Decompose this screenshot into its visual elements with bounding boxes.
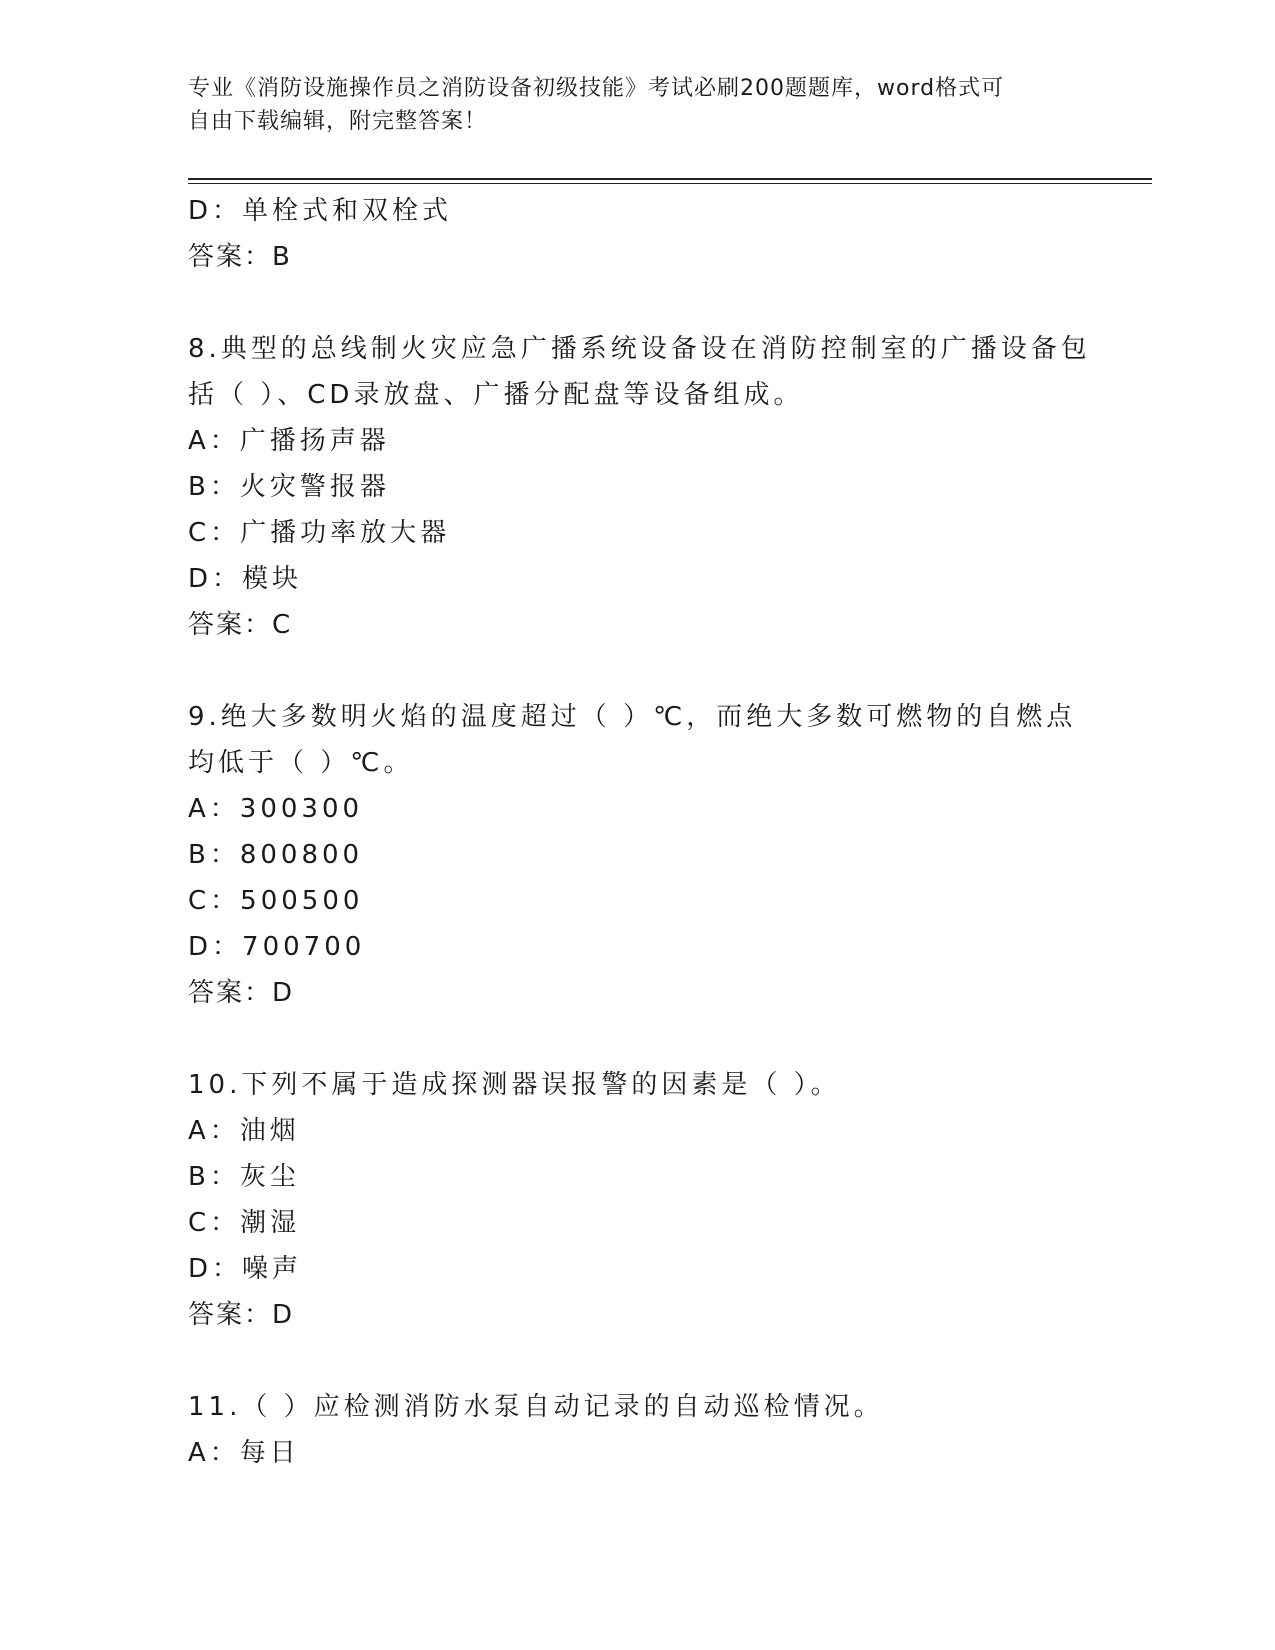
question-8 xyxy=(188,326,1091,648)
question-text-line-1: 10.下列不属于造成探测器误报警的因素是（ ）。 xyxy=(188,1070,841,1100)
spacer xyxy=(188,648,1088,694)
question-10 xyxy=(188,1062,1088,1338)
header-line-2: 自由下载编辑，附完整答案！ xyxy=(188,109,488,134)
option-d: D：模块 xyxy=(188,564,303,594)
question-7-continued xyxy=(188,188,1088,280)
question-text-line-1: 11.（ ）应检测消防水泵自动记录的自动巡检情况。 xyxy=(188,1392,884,1422)
question-text-line-1: 9.绝大多数明火焰的温度超过（ ）℃，而绝大多数可燃物的自燃点 xyxy=(188,702,1077,732)
question-text-line-2: 均低于（ ）℃。 xyxy=(188,748,414,778)
option-d: D：噪声 xyxy=(188,1254,303,1284)
page-header xyxy=(188,72,1088,138)
option-a: A：300300 xyxy=(188,794,364,824)
answer-line: 答案：B xyxy=(188,242,292,272)
question-text-line-1: 8.典型的总线制火灾应急广播系统设备设在消防控制室的广播设备包 xyxy=(188,334,1091,364)
question-11 xyxy=(188,1384,1088,1476)
option-c: C：潮湿 xyxy=(188,1208,301,1238)
question-content xyxy=(188,188,1091,1476)
question-9 xyxy=(188,694,1088,1016)
option-c: C：广播功率放大器 xyxy=(188,518,451,548)
header-line-1: 专业《消防设施操作员之消防设备初级技能》考试必刷200题题库，word格式可 xyxy=(188,76,1005,101)
option-d: D：700700 xyxy=(188,932,366,962)
option-a: A：油烟 xyxy=(188,1116,300,1146)
option-b: B：800800 xyxy=(188,840,364,870)
option-d: D：单栓式和双栓式 xyxy=(188,196,453,226)
spacer xyxy=(188,280,1088,326)
option-b: B：火灾警报器 xyxy=(188,472,390,502)
answer-line: 答案：D xyxy=(188,978,295,1008)
spacer xyxy=(188,1016,1088,1062)
spacer xyxy=(188,1338,1088,1384)
option-c: C：500500 xyxy=(188,886,364,916)
header-divider-thick xyxy=(188,178,1152,180)
answer-line: 答案：D xyxy=(188,1300,295,1330)
answer-line: 答案：C xyxy=(188,610,293,640)
option-b: B：灰尘 xyxy=(188,1162,300,1192)
header-divider-thin xyxy=(188,183,1152,184)
question-text-line-2: 括（ ）、CD录放盘、广播分配盘等设备组成。 xyxy=(188,380,804,410)
option-a: A：每日 xyxy=(188,1438,300,1468)
option-a: A：广播扬声器 xyxy=(188,426,390,456)
